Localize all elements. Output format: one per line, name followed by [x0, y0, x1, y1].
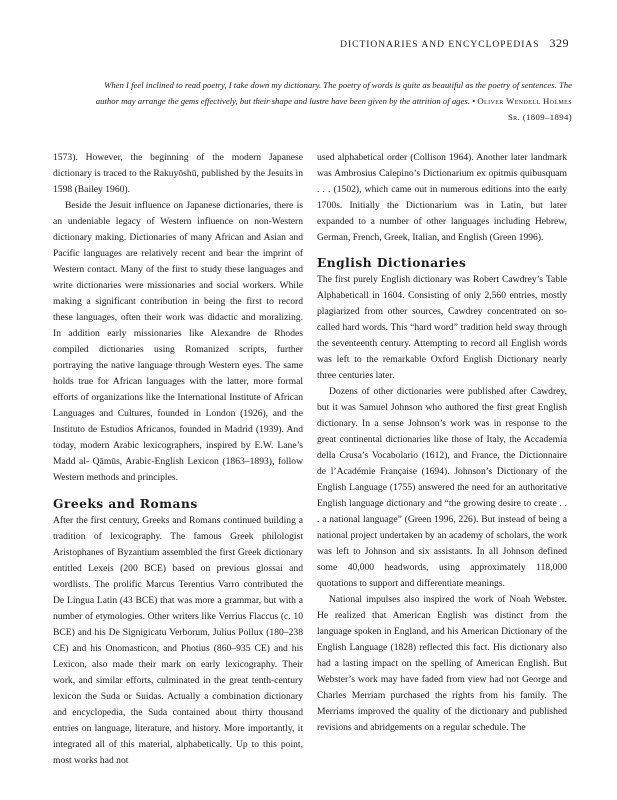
paragraph: used alphabetical order (Collison 1964). Another later landmark was Ambrosius Calepino’s Dictionarium ex opitmis quibusquam . . . (1502), which came out in numerous editions into the early 1700s. Initially the Dictionarium was in Latin, but later expanded to a number of other languages including Hebrew, German, French, Greek, Italian, and English (Green 1996).: [317, 152, 567, 243]
epigraph: [88, 77, 572, 125]
page-number: 329: [549, 36, 569, 50]
paragraph: The first purely English dictionary was Robert Cawdrey’s Table Alphabeticall in 1604. Consisting of only 2,560 entries, mostly plagiarized from other sources, Cawdrey concentrated on so-called hard words. This “hard word” tradition held sway through the seventeenth century. Attempting to record all English words was left to the remarkable Oxford English Dictionary nearly three centuries later.: [317, 274, 567, 381]
right-column: [317, 150, 567, 736]
epigraph-quote: When I feel inclined to read poetry, I take down my dictionary. The poetry of words is quite as beautiful as the poetry of sentences. The author may arrange the gems effectively, but their shape and lustre have been given by the attrition of ages.: [95, 80, 572, 106]
epigraph-bullet: •: [472, 96, 476, 106]
paragraph: Dozens of other dictionaries were published after Cawdrey, but it was Samuel Johnson who authored the first great English dictionary. In a sense Johnson’s work was in response to the great continental dictionaries like those of Italy, the Accademia della Crusa’s Vocabolario (1612), and France, the Dictionnaire de l’Académie Française (1694). Johnson’s Dictionary of the English Language (1755) answered the need for an authoritative English language dictionary and “the growing desire to create . . . a national language” (Green 1996, 226). But instead of being a national project undertaken by an academy of scholars, the work was left to Johnson and six assistants. In all Johnson defined some 40,000 headwords, using approximately 118,000 quotations to support and differentiate meanings.: [317, 386, 567, 589]
running-title: DICTIONARIES AND ENCYCLOPEDIAS: [340, 40, 540, 50]
left-column: [53, 150, 303, 769]
paragraph: After the first century, Greeks and Romans continued building a tradition of lexicography. The famous Greek philologist Aristophanes of Byzantium assembled the first Greek dictionary entitled Lexeis (200 BCE) based on previous glossai and wordlists. The prolific Marcus Terentius Varro contributed the De Lingua Latin (43 BCE) that was more a grammar, but with a number of etymologies. Other writers like Verrius Flaccus (c. 10 BCE) and his De Signigicatu Verborum, Julius Pollux (180–238 CE) and his Onomasticon, and Photius (860–935 CE) and his Lexicon, also made their mark on early lexicography. Their work, and similar efforts, culminated in the great tenth-century lexicon the Suda or Suidas. Actually a combination dictionary and encyclopedia, the Suda contained about thirty thousand entries on language, literature, and history. More importantly, it integrated all of this material, alphabetically. Up to this point, most works had not: [53, 515, 303, 766]
section-heading-english-dictionaries: English Dictionaries: [317, 256, 467, 270]
paragraph: National impulses also inspired the work of Noah Webster. He realized that American English was distinct from the language spoken in England, and his American Dictionary of the English Language (1828) reflected this fact. His dictionary also had a lasting impact on the spelling of American English. But Webster’s work may have faded from view had not George and Charles Merriam purchased the rights from his family. The Merriams improved the quality of the dictionary and published revisions and abridgements on a regular schedule. The: [317, 594, 567, 733]
epigraph-attribution: Oliver Wendell Holmes Sr. (1809–1894): [477, 96, 572, 122]
paragraph: 1573). However, the beginning of the modern Japanese dictionary is traced to the Rakuyōshū, published by the Jesuits in 1598 (Bailey 1960).: [53, 152, 303, 195]
running-head: [340, 36, 569, 51]
paragraph: Beside the Jesuit influence on Japanese dictionaries, there is an undeniable legacy of Western influence on non-Western dictionary making. Dictionaries of many African and Asian and Pacific languages are relatively recent and bear the imprint of Western contact. Many of the first to study these languages and write dictionaries were missionaries and social workers. While making a significant contribution in being the first to record these languages, often their work was didactic and moralizing. In addition early missionaries like Alexandre de Rhodes compiled dictionaries using Romanized scripts, further portraying the native language through Western eyes. The same holds true for African languages with the latter, more formal efforts of organizations like the International Institute of African Languages and Cultures, founded in London (1926), and the Instituto de Estudios Africanos, founded in Madrid (1939). And today, modern Arabic lexicographers, inspired by E.W. Lane’s Madd al- Qāmūs, Arabic-English Lexicon (1863–1893), follow Western methods and principles.: [53, 200, 303, 483]
section-heading-greeks-and-romans: Greeks and Romans: [53, 497, 198, 511]
